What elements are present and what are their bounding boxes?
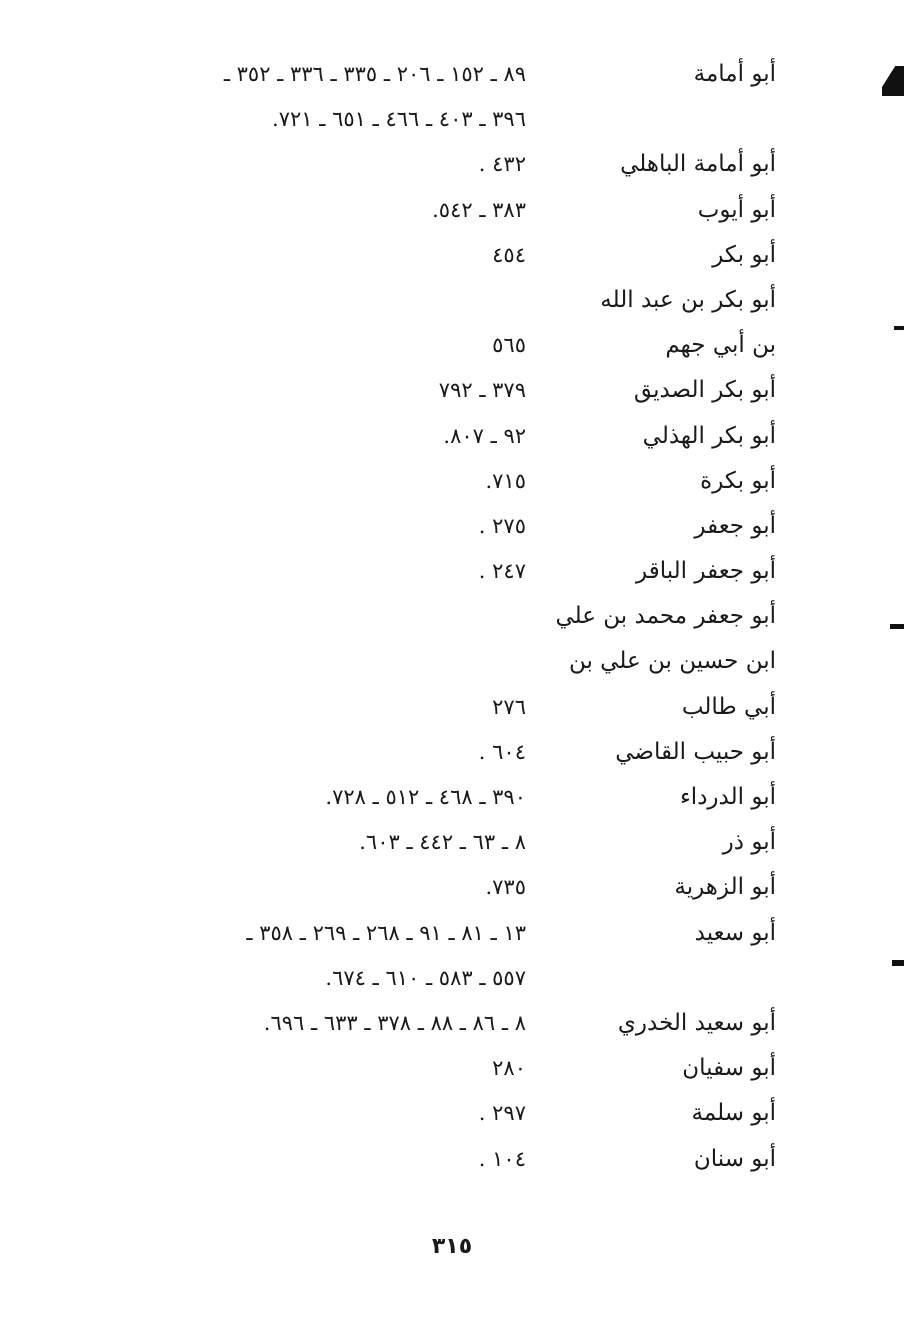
index-name: أبو بكر الهذلي xyxy=(642,422,776,449)
index-row xyxy=(0,865,904,910)
index-name: أبو بكر xyxy=(712,241,776,268)
index-row xyxy=(0,323,904,368)
index-name: أبو الزهرية xyxy=(674,874,776,901)
index-pages: ٨ ـ ٨٦ ـ ٨٨ ـ ٣٧٨ ـ ٦٣٣ ـ ٦٩٦. xyxy=(263,1010,526,1035)
index-pages: ٨ ـ ٦٣ ـ ٤٤٢ ـ ٦٠٣. xyxy=(359,830,526,855)
index-pages: ٥٦٥ xyxy=(492,333,526,358)
index-pages: ٧٣٥. xyxy=(485,875,526,900)
index-pages: ٢٩٧ . xyxy=(478,1101,526,1126)
index-row xyxy=(0,414,904,459)
index-pages: ٣٨٣ ـ ٥٤٢. xyxy=(432,197,526,222)
index-row xyxy=(0,1137,904,1182)
index-row xyxy=(0,911,904,956)
index-row xyxy=(0,685,904,730)
index-name: بن أبي جهم xyxy=(665,332,776,359)
index-pages: ٩٢ ـ ٨٠٧. xyxy=(443,423,526,448)
index-name: أبي طالب xyxy=(681,693,776,720)
index-row xyxy=(0,639,904,684)
index-pages: ٦٠٤ . xyxy=(478,739,526,764)
index-row xyxy=(0,549,904,594)
index-row xyxy=(0,97,904,142)
index-pages: ٧١٥. xyxy=(485,468,526,493)
index-name: أبو أيوب xyxy=(697,196,776,223)
name-index-list xyxy=(0,52,904,1182)
index-pages: ٣٩٠ ـ ٤٦٨ ـ ٥١٢ ـ ٧٢٨. xyxy=(325,785,526,809)
index-pages: ٢٨٠ xyxy=(492,1056,526,1081)
index-row xyxy=(0,594,904,639)
index-row xyxy=(0,775,904,820)
index-row xyxy=(0,188,904,233)
index-pages: ٤٣٢ . xyxy=(478,152,526,177)
index-row xyxy=(0,368,904,413)
index-row xyxy=(0,1001,904,1046)
index-row xyxy=(0,1091,904,1136)
index-pages: ٢٧٥ . xyxy=(478,513,526,538)
index-row xyxy=(0,730,904,775)
index-name: أبو سنان xyxy=(693,1145,776,1172)
index-pages: ٣٩٦ ـ ٤٠٣ ـ ٤٦٦ ـ ٦٥١ ـ ٧٢١. xyxy=(272,107,526,132)
index-name: ابن حسين بن علي بن xyxy=(568,648,776,675)
index-name: أبو ذر xyxy=(722,829,776,856)
index-pages: ١٠٤ . xyxy=(478,1146,526,1171)
index-row xyxy=(0,142,904,187)
index-name: أبو بكر الصديق xyxy=(633,377,776,404)
index-row xyxy=(0,459,904,504)
index-name: أبو سعيد الخدري xyxy=(617,1009,776,1036)
index-name: أبو الدرداء xyxy=(679,784,776,810)
index-pages: ٨٩ ـ ١٥٢ ـ ٢٠٦ ـ ٣٣٥ ـ ٣٣٦ ـ ٣٥٢ ـ xyxy=(223,62,526,86)
index-row xyxy=(0,820,904,865)
index-pages: ٥٥٧ ـ ٥٨٣ ـ ٦١٠ ـ ٦٧٤. xyxy=(325,965,526,990)
index-row xyxy=(0,956,904,1001)
index-pages: ١٣ ـ ٨١ ـ ٩١ ـ ٢٦٨ ـ ٢٦٩ ـ ٣٥٨ ـ xyxy=(246,920,526,945)
index-pages: ٢٧٦ xyxy=(492,694,526,719)
index-name: أبو جعفر الباقر xyxy=(636,558,776,585)
index-name: أبو أمامة الباهلي xyxy=(620,151,776,178)
index-row xyxy=(0,52,904,97)
index-name: أبو بكرة xyxy=(700,467,776,494)
index-name: أبو جعفر xyxy=(694,512,776,539)
index-row xyxy=(0,233,904,278)
index-name: أبو سلمة xyxy=(691,1100,776,1127)
index-name: أبو أمامة xyxy=(693,61,776,87)
page-number: ٣١٥ xyxy=(431,1234,473,1259)
index-row xyxy=(0,1046,904,1091)
index-pages: ٢٤٧ . xyxy=(478,559,526,584)
index-name: أبو حبيب القاضي xyxy=(615,738,776,765)
index-name: أبو بكر بن عبد الله xyxy=(600,286,776,313)
index-pages: ٣٧٩ ـ ٧٩٢ xyxy=(438,378,526,403)
index-row xyxy=(0,278,904,323)
index-pages: ٤٥٤ xyxy=(492,242,526,267)
index-row xyxy=(0,504,904,549)
index-name: أبو سفيان xyxy=(682,1055,776,1082)
index-name: أبو جعفر محمد بن علي xyxy=(555,603,776,630)
index-name: أبو سعيد xyxy=(694,919,776,946)
